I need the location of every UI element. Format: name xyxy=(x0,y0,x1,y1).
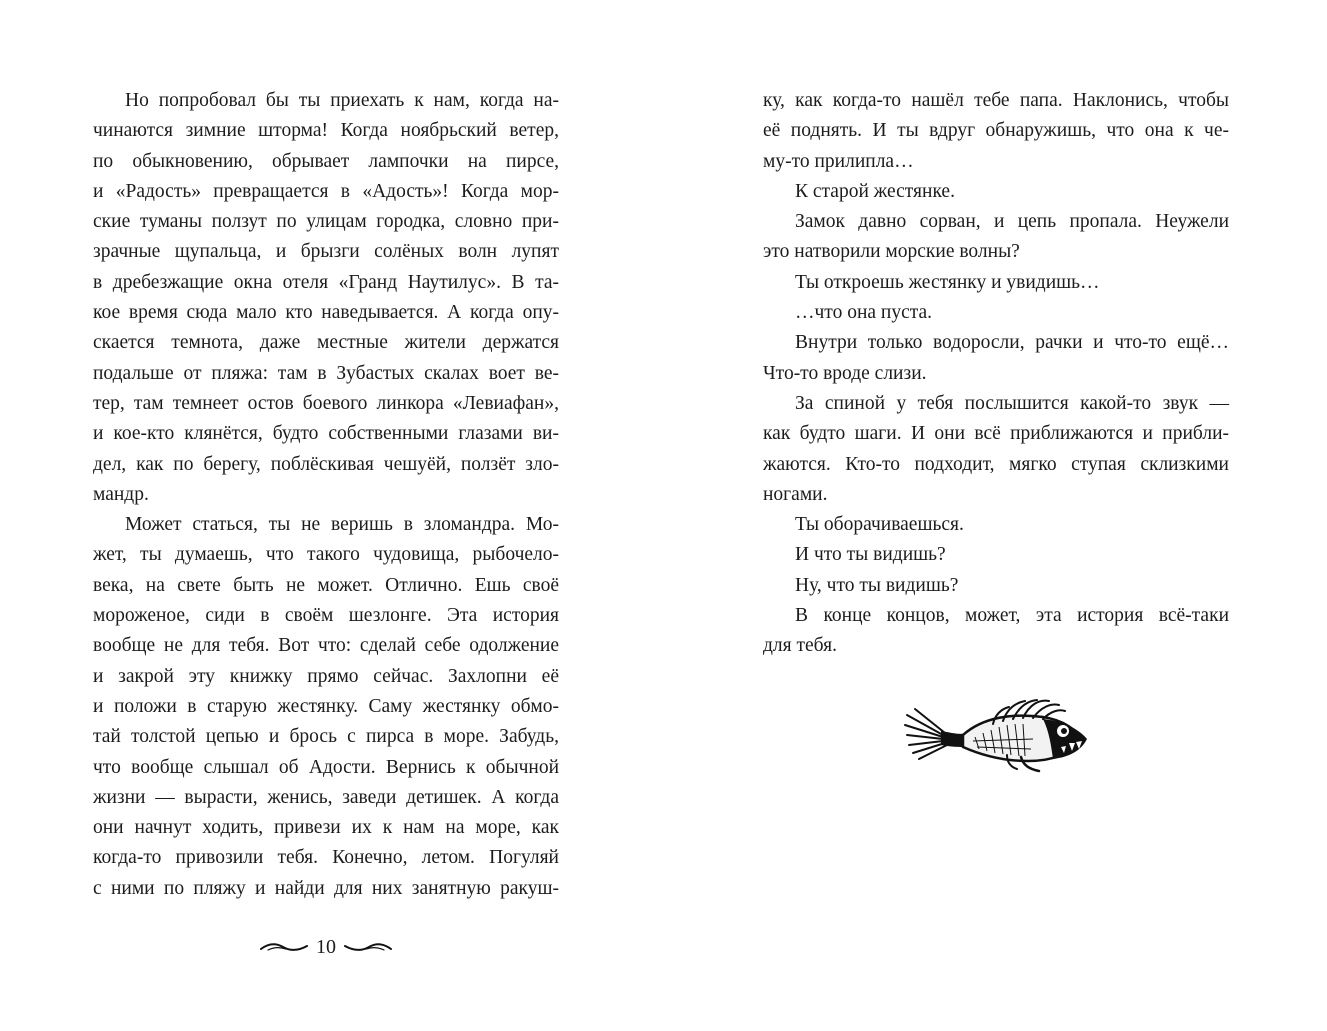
text-line: жет, ты думаешь, что такого чудовища, рыбочело- xyxy=(93,544,559,566)
text-line: века, на свете быть не может. Отлично. Ешь своё xyxy=(93,574,559,596)
text-line: Ну, что ты видишь? xyxy=(795,574,959,596)
text-line: подальше от пляжа: там в Зубастых скалах воет ве- xyxy=(93,362,559,384)
text-line: тай толстой цепью и брось с пирса в море. Забудь, xyxy=(93,726,559,748)
text-line: Ты оборачиваешься. xyxy=(795,514,964,536)
text-line: вообще не для тебя. Вот что: сделай себе одолжение xyxy=(93,635,559,657)
text-line: по обыкновению, обрывает лампочки на пирсе, xyxy=(93,150,559,172)
text-line: Внутри только водоросли, рачки и что-то ещё… xyxy=(795,332,1229,354)
text-line: мандр. xyxy=(93,483,149,505)
right-page xyxy=(763,86,1229,662)
anglerfish-illustration-icon xyxy=(903,695,1093,775)
text-line: му-то прилипла… xyxy=(763,150,914,172)
text-line: тер, там темнеет остов боевого линкора «Левиафан», xyxy=(93,392,559,414)
text-line: это натворили морские волны? xyxy=(763,241,1020,263)
text-line: как будто шаги. И они всё приближаются и прибли- xyxy=(763,423,1229,445)
text-line: с ними по пляжу и найди для них занятную ракуш- xyxy=(93,877,559,899)
text-line: …что она пуста. xyxy=(795,302,933,324)
text-line: жаются. Кто-то подходит, мягко ступая склизкими xyxy=(763,453,1229,475)
text-line: жизни — вырасти, женись, заведи детишек. А когда xyxy=(93,786,559,808)
page-folio xyxy=(226,930,426,964)
text-line: В конце концов, может, эта история всё-таки xyxy=(795,605,1229,627)
text-line: За спиной у тебя послышится какой-то звук — xyxy=(795,392,1229,414)
right-wave-ornament-icon xyxy=(344,940,392,954)
text-line: её поднять. И ты вдруг обнаружишь, что она к че- xyxy=(763,120,1229,142)
text-line: ку, как когда-то нашёл тебе папа. Наклонись, чтобы xyxy=(763,90,1229,111)
text-line: зрачные щупальца, и брызги солёных волн лупят xyxy=(93,241,559,263)
text-line: скается темнота, даже местные жители держатся xyxy=(93,332,559,354)
text-line: чинаются зимние шторма! Когда ноябрьский ветер, xyxy=(93,120,559,142)
text-line: что вообще слышал об Адости. Вернись к обычной xyxy=(93,756,559,778)
text-line: и положи в старую жестянку. Саму жестянку обмо- xyxy=(93,695,559,717)
text-line: Что-то вроде слизи. xyxy=(763,362,927,384)
left-wave-ornament-icon xyxy=(260,940,308,954)
text-line: К старой жестянке. xyxy=(795,180,955,202)
text-line: Может статься, ты не веришь в зломандра. Мо- xyxy=(125,514,559,536)
text-line: они начнут ходить, привези их к нам на море, как xyxy=(93,817,559,839)
text-line: Но попробовал бы ты приехать к нам, когда на- xyxy=(125,90,559,111)
text-line: ские туманы ползут по улицам городка, словно при- xyxy=(93,211,559,233)
text-line: мороженое, сиди в своём шезлонге. Эта история xyxy=(93,605,559,627)
text-line: в дребезжащие окна отеля «Гранд Наутилус». В та- xyxy=(93,271,559,293)
page-number: 10 xyxy=(316,936,336,958)
text-line: Ты откроешь жестянку и увидишь… xyxy=(795,271,1100,293)
text-line: Замок давно сорван, и цепь пропала. Неужели xyxy=(795,211,1229,233)
left-page xyxy=(93,86,559,904)
text-line: и кое-кто клянётся, будто собственными глазами ви- xyxy=(93,423,559,445)
text-line: И что ты видишь? xyxy=(795,544,946,566)
text-line: когда-то привозили тебя. Конечно, летом. Погуляй xyxy=(93,847,559,869)
text-line: дел, как по берегу, поблёскивая чешуёй, ползёт зло- xyxy=(93,453,559,475)
text-line: и закрой эту книжку прямо сейчас. Захлопни её xyxy=(93,665,559,687)
text-line: для тебя. xyxy=(763,635,837,657)
text-line: ногами. xyxy=(763,483,828,505)
text-line: и «Радость» превращается в «Адость»! Когда мор- xyxy=(93,180,559,202)
text-line: кое время сюда мало кто наведывается. А когда опу- xyxy=(93,302,559,324)
